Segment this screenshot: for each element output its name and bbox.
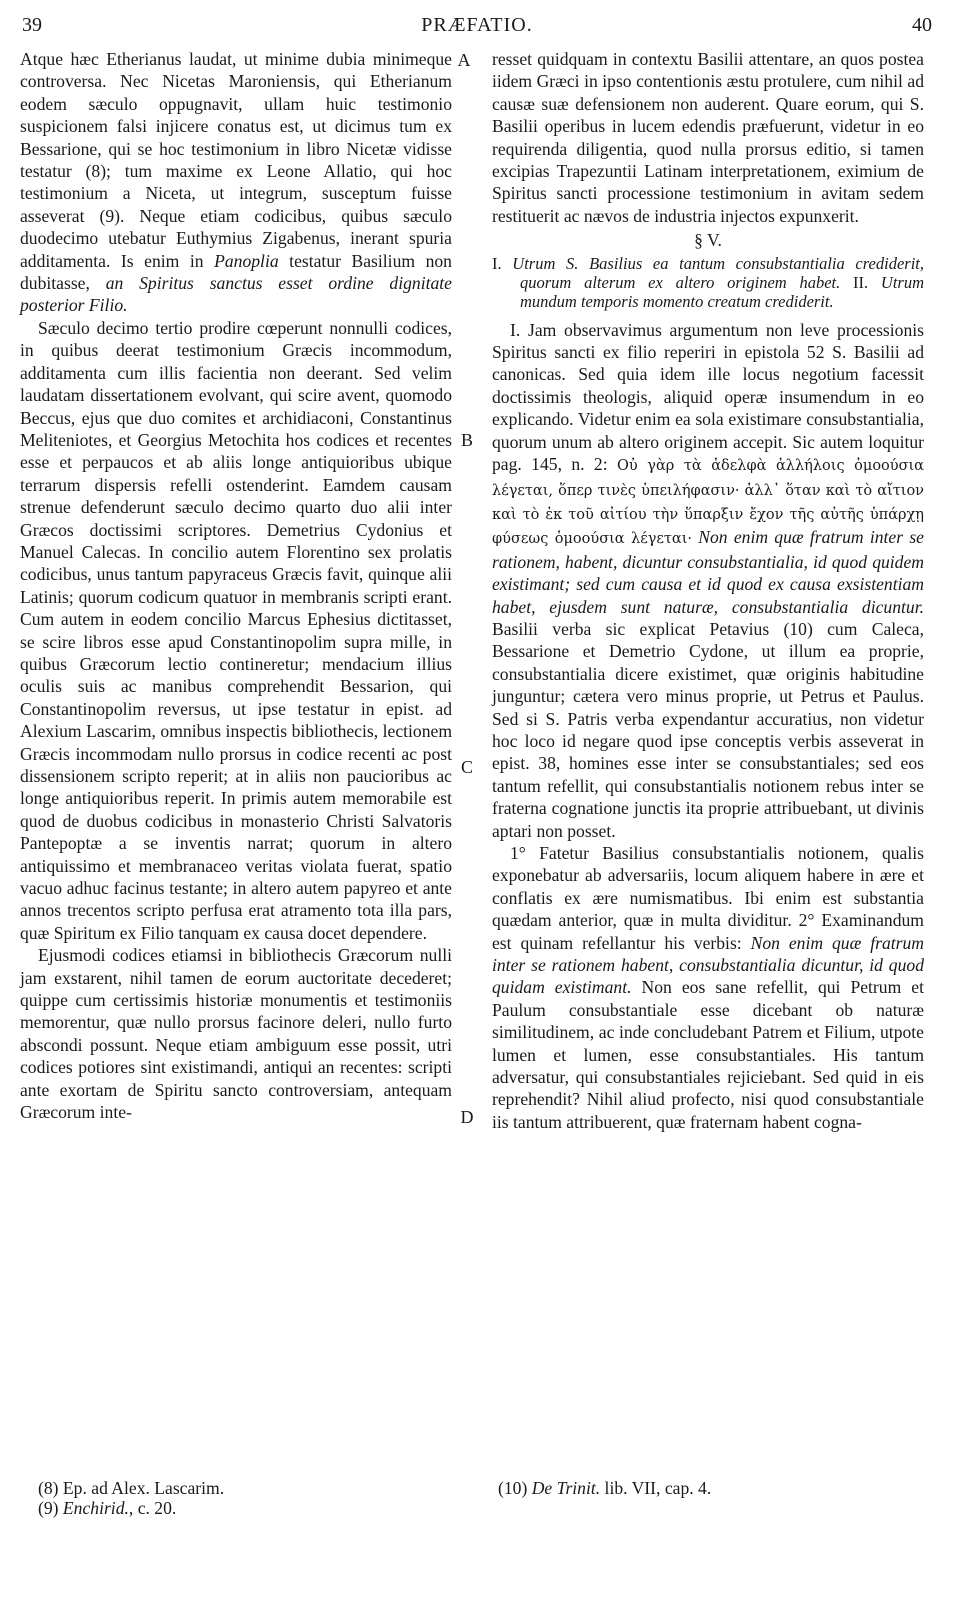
margin-letter-d: D: [460, 1107, 474, 1127]
summary-number-2: II.: [853, 272, 869, 292]
section-heading: § V.: [694, 230, 722, 251]
footnote-9-rest: , c. 20.: [128, 1498, 177, 1518]
left-paragraph-3: Ejusmodi codices etiamsi in bibliothecis Græcorum nulli jam exstarent, nihil tamen de eorum auctoritate decederet; quippe cum certissimis historiæ monumentis et testimoniis memorentur, quæ nullo prorsus facinore deleri, nullo furto abscondi possunt. Neque etiam ambiguum esse possit, utri codices potiores sint existimandi, antiqui an recentes: scripti ante exortam de Spiritu sancto controversiam, antequam Græcorum inte-: [20, 945, 452, 1123]
page-number-left: 39: [22, 14, 42, 36]
footnote-10-number: (10): [498, 1478, 532, 1498]
summary-item-2: Utrum mundum temporis momento creatum crediderit.: [520, 272, 925, 311]
right-p3-text-a: 1° Fatetur Basilius consubstantialis notionem, qualis exponebatur ab adversariis, locum aliquem habere in ære et conflatis ex ære numismatibus. Ibi enim est substantia quædam anterior, quæ in multa dividitur. 2° Examinandum est quinam refellantur his verbis:: [492, 843, 924, 953]
right-paragraph-2: [492, 319, 924, 842]
latin-translation: Non enim quæ fratrum inter se rationem, habent, dicuntur consubstantialia, id quod quidem existimant; sed cum causa et id quod ex causa exsistentiam habet, ejusdem sunt naturæ, consubstantialia dicuntur.: [492, 527, 924, 617]
footnote-10-title: De Trinit.: [531, 1478, 601, 1498]
section-summary: [492, 254, 924, 311]
left-p1-text: Atque hæc Etherianus laudat, ut minime dubia minimeque controversa. Nec Nicetas Maroniensis, qui Etherianum eodem sæculo oppugnavit, ullam huic testimonio suspicionem falsi injicere conatus est, ut dicimus tum ex Bessarione, qui se hoc testimonium in libro Nicetæ vidisse testatur (8); tum maxime ex Leone Allatio, qui hoc testimonium a Niceta, ut integrum, susceptum fuisse asseverat (9). Neque etiam codicibus, quibus sæculo duodecimo utebatur Euthymius Zigabenus, inerant spuria additamenta. Is enim in: [20, 49, 452, 271]
greek-quotation: Οὐ γὰρ τὰ ἀδελφὰ ἀλλήλοις ὁμοούσια λέγεται, ὅπερ τινὲς ὑπειλήφασιν· ἀλλ᾽ ὅταν καὶ τὸ αἴτιον καὶ τὸ ἐκ τοῦ αἰτίου τὴν ὕπαρξιν ἔχον τῆς αὐτῆς ὑπάρχῃ φύσεως ὁμοούσια λέγεται·: [492, 458, 924, 548]
summary-item-1: Utrum S. Basilius ea tantum consubstantialia crediderit, quorum alterum ex altero originem habet.: [512, 253, 924, 292]
summary-number-1: I.: [492, 253, 502, 273]
right-p3-italic: Non enim quæ fratrum inter se rationem habent, consubstantialia dicuntur, id quod quidam existimant.: [492, 932, 924, 998]
footnote-10-rest: lib. VII, cap. 4.: [600, 1478, 712, 1498]
margin-letter-c: C: [460, 757, 473, 777]
left-p1-italic-1: Panoplia: [214, 250, 279, 271]
footnote-9: [38, 1498, 458, 1518]
footnote-8: (8) Ep. ad Alex. Lascarim.: [38, 1478, 225, 1498]
right-paragraph-3: [492, 842, 924, 1133]
running-header: [22, 14, 932, 44]
footnote-9-title: Enchirid.: [62, 1498, 129, 1518]
footnotes-right: [498, 1478, 918, 1498]
right-column: [492, 48, 924, 1133]
left-p1-italic-2: an Spiritus sanctus esset ordine dignitate posterior Filio.: [20, 273, 452, 316]
right-p2-text-b: Basilii verba sic explicat Petavius (10) cum Caleca, Bessarione et Demetrio Cydone, ut illum ea proprie, consubstantialia dicere existimet, quæ originis habitudine junguntur; cætera vero minus proprie, ut Petrus et Paulus. Sed si S. Patris verba expendantur accuratius, non videtur hoc loco id negare quod ipse conceptis verbis asseverat in epist. 38, homines esse inter se consubstantiales; sed eos tantum refellit, qui consubstantialis notionem rebus inter se fraterna cognatione junctis ita proprie attribuebant, ut divinis aptari non posset.: [492, 618, 924, 841]
left-paragraph-1: [20, 48, 452, 317]
margin-letter-a: A: [457, 50, 471, 70]
footnotes-left: [38, 1478, 458, 1518]
left-column: [20, 48, 452, 1124]
right-p2-text-a: I. Jam observavimus argumentum non leve processionis Spiritus sancti ex filio reperiri in epistola 52 S. Basilii ad canonicas. Sed quia idem ille locus negotium facessit doctissimis theologis, aliquid operæ insumendum in eo explicando. Videtur enim ea sola existimare consubstantialia, quorum unum ab altero originem accepit. Sic autem loquitur pag. 145, n. 2:: [492, 319, 924, 475]
left-paragraph-2: Sæculo decimo tertio prodire cœperunt nonnulli codices, in quibus deerat testimonium Græcis incommodum, additamenta cum illis facientia non deerant. Sed velim laudatam dissertationem evolvant, qui scire avent, quomodo Beccus, ejus que duo comites et archidiaconi, Constantinus Meliteniotes, et Georgius Metochita hos codices et recentes esse et perpaucos et ab aliis longe antiquioribus ubique terrarum dispersis refelli ostenderint. Eamdem causam strenue defenderunt sæculo decimo quarto duo alii inter Græcos doctissimi scriptores. Demetrius Cydonius et Manuel Calecas. In concilio autem Florentino sex prolatis codicibus, unus tantum papyraceus Græcis favit, quinque alii Latinis; quorum codicum quatuor in membranis scripti erant. Cum autem in eodem concilio Marcus Ephesius dictitasset, se scire libros esse apud Constantinopolim supra mille, in quibus Græcorum lectio contineretur; mendacium illius oculis suis ac manibus comprehendit Bessarion, qui Constantinopolim reversus, ut ipse testatur in epist. ad Alexium Lascarim, omnibus inspectis bibliothecis, lectionem Græcis incommodam nullo prorsus in codice recenti ac post dissensionem scripto reperit; at in aliis non paucioribus ac longe antiquioribus reperit. In primis autem memorabile est quod de duobus codicibus in monasterio Christi Salvatoris Pantepoptæ a se inventis narrat; quorum in altero antiquissimo et membranaceo veritas violata fuerat, spatio vacuo adhuc facinus testante; in altero autem papyreo et ante annos trecentos scripto perfusa erat atramento tota illa pars, quæ Spiritum ex Filio tanquam ex causa docet dependere.: [20, 317, 452, 943]
page-number-right: 40: [912, 14, 932, 36]
right-p3-text-b: Non eos sane refellit, qui Petrum et Paulum consubstantiale esse dicebant ob naturæ similitudinem, ac inde concludebant Patrem et Filium, utpote lumen et lumen, esse consubstantiales. His tantum adversatur, qui consubstantiales rejiciebant. Sed quid in eis reprehendit? Nihil aliud profecto, nisi quod consubstantiale iis tantum attribuerent, quæ fraternam habent cogna-: [492, 977, 924, 1132]
running-title: PRÆFATIO.: [421, 14, 533, 36]
margin-letter-b: B: [460, 430, 473, 450]
footnote-10: [498, 1478, 918, 1498]
footnote-9-number: (9): [38, 1498, 63, 1518]
left-p1-text-b: testatur Basilium non dubitasse,: [20, 250, 452, 294]
right-paragraph-1: resset quidquam in contextu Basilii attentare, an quos postea iidem Græci in ipso contentionis æstu protulere, cum nihil ad causæ suæ defensionem non auderent. Quare eorum, qui S. Basilii operibus in lucem edendis præfuerunt, videtur in eo requirenda diligentia, quod nulla prorsus editio, si tamen excipias Trapezuntii Latinam interpretationem, eximium de Spiritus sancti processione testimonium in avitam sedem restituerit ac nævos de industria injectos expunxerit.: [492, 49, 924, 226]
